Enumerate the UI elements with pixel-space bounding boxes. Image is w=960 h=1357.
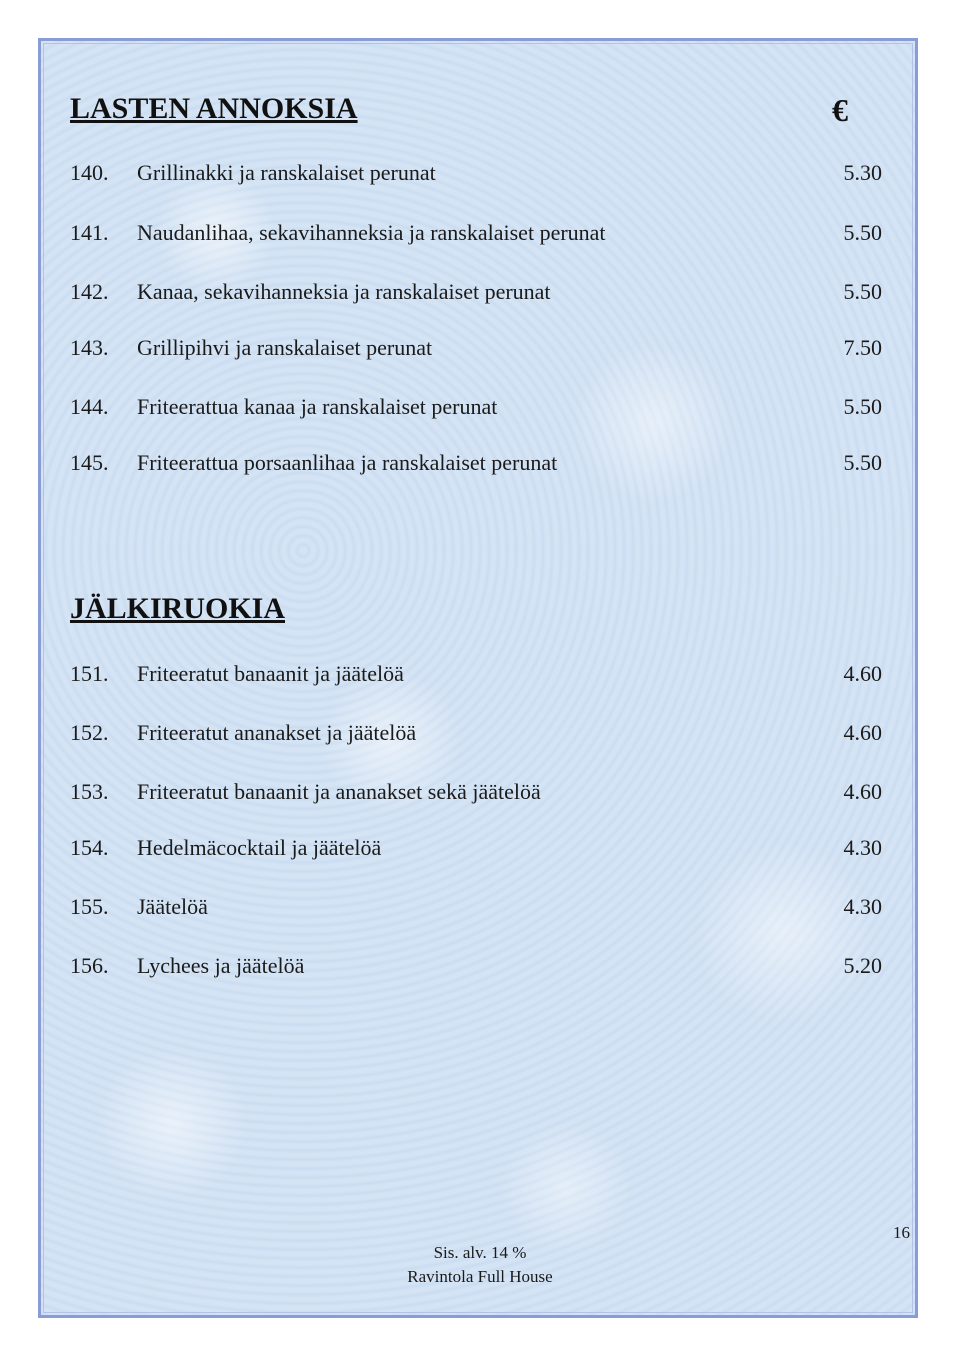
menu-item-152 [70, 718, 882, 748]
menu-item-153 [70, 777, 882, 807]
page-number: 16 [893, 1223, 910, 1242]
item-number: 151. [70, 661, 109, 686]
menu-item-154 [70, 833, 882, 863]
item-name: Friteeratut banaanit ja jäätelöä [137, 661, 404, 686]
item-name: Friteeratut banaanit ja ananakset sekä jäätelöä [137, 779, 541, 804]
menu-item-155 [70, 892, 882, 922]
item-price: 4.30 [843, 894, 882, 919]
item-price: 4.60 [843, 779, 882, 804]
item-price: 4.30 [843, 835, 882, 860]
item-number: 143. [70, 335, 109, 360]
item-number: 142. [70, 279, 109, 304]
dessert-section-title: JÄLKIRUOKIA [70, 592, 286, 625]
item-price: 4.60 [843, 661, 882, 686]
currency-symbol: € [832, 92, 848, 128]
item-number: 141. [70, 220, 109, 245]
kids-section-title: LASTEN ANNOKSIA [70, 92, 358, 125]
menu-item-145 [70, 448, 882, 478]
item-name: Friteerattua porsaanlihaa ja ranskalaiset perunat [137, 450, 558, 475]
item-price: 5.50 [843, 394, 882, 419]
item-number: 153. [70, 779, 109, 804]
menu-item-156 [70, 951, 882, 981]
item-name: Friteerattua kanaa ja ranskalaiset perunat [137, 394, 498, 419]
item-price: 7.50 [843, 335, 882, 360]
item-price: 5.30 [843, 160, 882, 185]
menu-item-151 [70, 659, 882, 689]
item-number: 155. [70, 894, 109, 919]
item-price: 5.50 [843, 450, 882, 475]
menu-item-142 [70, 277, 882, 307]
item-number: 144. [70, 394, 109, 419]
menu-item-144 [70, 392, 882, 422]
item-number: 140. [70, 160, 109, 185]
item-number: 145. [70, 450, 109, 475]
item-name: Jäätelöä [137, 894, 208, 919]
item-price: 5.50 [843, 279, 882, 304]
item-number: 154. [70, 835, 109, 860]
item-name: Grillinakki ja ranskalaiset perunat [137, 160, 436, 185]
item-price: 5.50 [843, 220, 882, 245]
item-number: 152. [70, 720, 109, 745]
menu-item-140 [70, 158, 882, 188]
item-name: Hedelmäcocktail ja jäätelöä [137, 835, 382, 860]
item-number: 156. [70, 953, 109, 978]
item-price: 5.20 [843, 953, 882, 978]
tax-note: Sis. alv. 14 % [433, 1243, 527, 1262]
item-name: Grillipihvi ja ranskalaiset perunat [137, 335, 433, 360]
item-price: 4.60 [843, 720, 882, 745]
menu-item-143 [70, 333, 882, 363]
restaurant-name: Ravintola Full House [407, 1267, 553, 1286]
item-name: Lychees ja jäätelöä [137, 953, 305, 978]
menu-item-141 [70, 218, 882, 248]
item-name: Naudanlihaa, sekavihanneksia ja ranskalaiset perunat [137, 220, 606, 245]
item-name: Friteeratut ananakset ja jäätelöä [137, 720, 417, 745]
item-name: Kanaa, sekavihanneksia ja ranskalaiset perunat [137, 279, 551, 304]
